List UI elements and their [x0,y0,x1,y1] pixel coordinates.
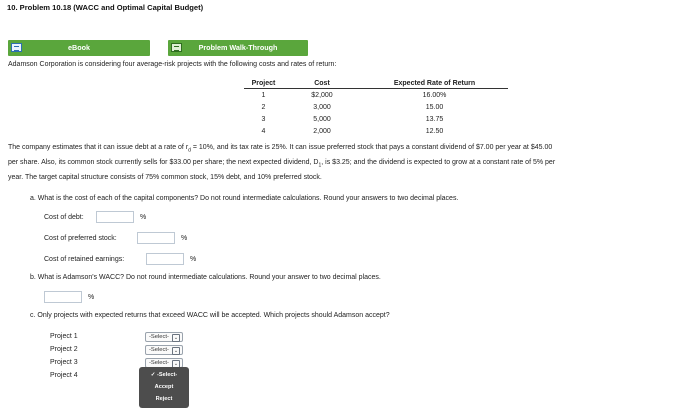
menu-item-select[interactable]: ✓ -Select- [150,372,178,378]
table-row [244,125,508,137]
question-a: a. What is the cost of each of the capital components? Do not round intermediate calculations. Round your answers to two decimal places. [30,195,459,202]
project-4-label: Project 4 [50,372,78,379]
table-row [244,101,508,113]
cell-return: 15.00 [425,103,444,111]
question-c: c. Only projects with expected returns that exceed WACC will be accepted. Which projects should Adamson accept? [30,312,390,319]
col-header-project: Project [244,80,283,89]
walkthrough-button-label: Problem Walk-Through [198,43,278,52]
cost-of-debt-input[interactable] [96,211,134,223]
project-2-select[interactable] [145,345,183,355]
subscript-1: 1 [318,162,322,169]
cell-project: 4 [261,127,266,135]
cost-of-retained-input[interactable] [146,253,184,265]
select-value: -Select- [149,334,169,340]
ebook-button[interactable] [8,40,150,56]
cell-return: 12.50 [425,127,444,135]
intro-text: Adamson Corporation is considering four average-risk projects with the following costs and rates of return: [8,61,337,68]
select-value: -Select- [149,347,169,353]
chevron-down-icon: ⌄ [173,348,179,354]
paragraph-text: The company estimates that it can issue debt at a rate of r [8,144,189,151]
project-1-label: Project 1 [50,333,78,340]
menu-item-reject[interactable]: Reject [155,396,173,402]
book-icon [11,43,22,52]
cell-project: 3 [261,115,266,123]
project-3-label: Project 3 [50,359,78,366]
project-2-label: Project 2 [50,346,78,353]
cell-cost: $2,000 [311,91,333,99]
cost-of-retained-label: Cost of retained earnings: [44,256,125,263]
cell-return: 13.75 [425,115,444,123]
ebook-button-label: eBook [68,43,90,52]
document-icon [171,43,182,52]
cell-cost: 2,000 [313,127,331,135]
paragraph-text: year. The target capital structure consists of 75% common stock, 15% debt, and 10% preferred stock. [8,173,322,181]
cell-project: 1 [261,91,266,99]
percent-sign: % [140,214,147,221]
question-b: b. What is Adamson's WACC? Do not round intermediate calculations. Round your answer to two decimal places. [30,274,381,281]
projects-table [244,80,508,137]
project-1-select[interactable] [145,332,183,342]
select-dropdown-menu[interactable] [139,367,189,408]
cost-of-debt-label: Cost of debt: [44,214,84,221]
subscript-d: d [188,147,191,154]
menu-item-accept[interactable]: Accept [154,384,174,390]
percent-sign: % [88,294,95,301]
percent-sign: % [190,256,197,263]
select-value: -Select- [149,360,169,366]
paragraph-text: , is $3.25; and the dividend is expected to grow at a constant rate of 5% per [321,158,556,166]
cell-return: 16.00% [422,91,447,99]
problem-walkthrough-button[interactable] [168,40,308,56]
col-header-return: Expected Rate of Return [361,80,508,89]
cell-cost: 3,000 [313,103,331,111]
chevron-down-icon: ⌄ [173,361,179,367]
cell-cost: 5,000 [313,115,331,123]
paragraph-text: per share. Also, its common stock currently sells for $33.00 per share; the next expected dividend, D [8,158,319,166]
cost-of-preferred-label: Cost of preferred stock: [44,235,117,242]
problem-paragraph [8,142,698,183]
col-header-cost: Cost [283,80,361,89]
cost-of-preferred-input[interactable] [137,232,175,244]
page-title: 10. Problem 10.18 (WACC and Optimal Capital Budget) [7,3,204,12]
table-row [244,89,508,102]
chevron-down-icon: ⌄ [173,335,179,341]
cell-project: 2 [261,103,266,111]
percent-sign: % [181,235,188,242]
paragraph-text: = 10%, and its tax rate is 25%. It can issue preferred stock that pays a constant dividend of $7.00 per year at $45.00 [190,144,553,151]
table-row [244,113,508,125]
wacc-input[interactable] [44,291,82,303]
